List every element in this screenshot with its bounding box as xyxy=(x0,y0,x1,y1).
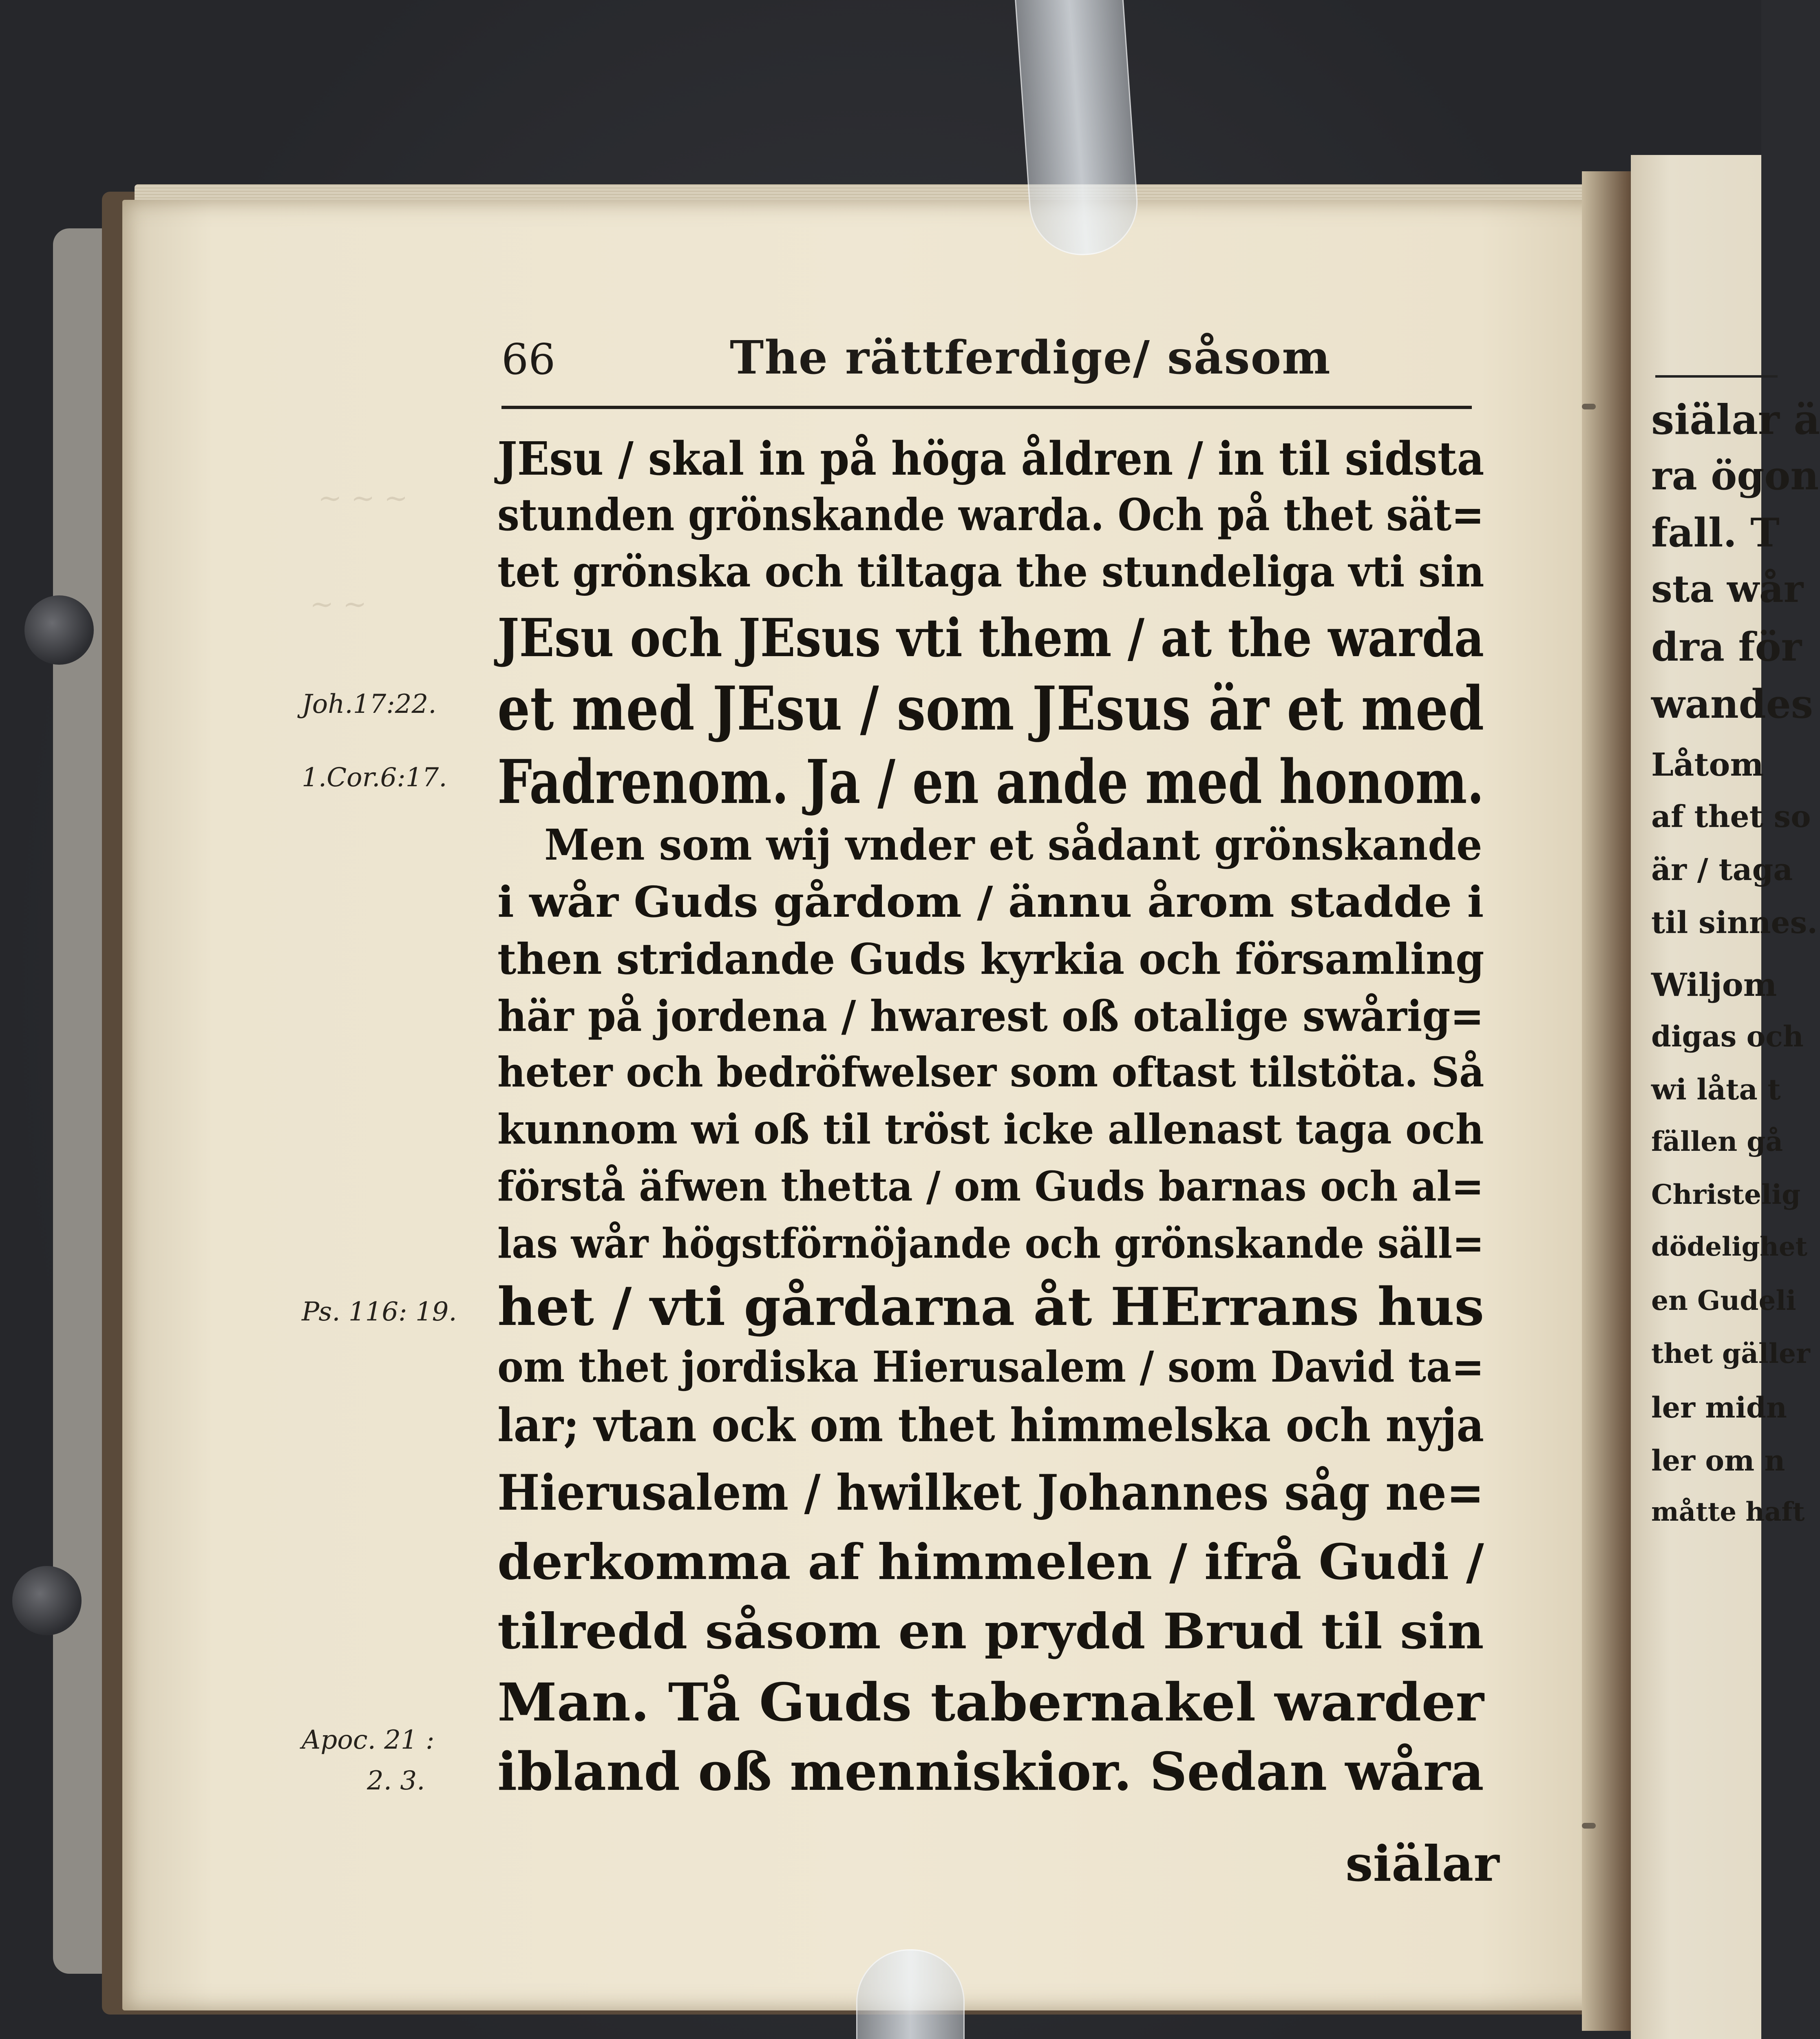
page-clip-top xyxy=(1014,0,1141,259)
text-line: Hierusalem / hwilket Johannes såg ne= xyxy=(497,1464,1484,1522)
bleed-through-text: ~ ~ xyxy=(310,587,367,621)
text-line: Man. Tå Guds tabernakel warder xyxy=(497,1672,1484,1733)
text-line: här på jordena / hwarest oß otalige swårig= xyxy=(497,991,1484,1041)
text-line: then stridande Guds kyrkia och församling xyxy=(497,934,1484,984)
text-line: tilredd såsom en prydd Brud til sin xyxy=(497,1603,1484,1660)
facing-page-line: thet gäller xyxy=(1651,1338,1810,1369)
page-stack-top xyxy=(135,184,1610,201)
text-line: JEsu och JEsus vti them / at the warda xyxy=(497,608,1484,669)
text-line: stunden grönskande warda. Och på thet sät= xyxy=(497,489,1484,541)
facing-page xyxy=(1631,155,1820,2039)
header-rule xyxy=(501,406,1472,409)
text-line: lar; vtan ock om thet himmelska och nyja xyxy=(497,1399,1484,1452)
page-header xyxy=(501,331,1472,387)
facing-page-rule xyxy=(1655,375,1778,378)
scanner-knob xyxy=(12,1566,82,1635)
text-line: förstå äfwen thetta / om Guds barnas och al= xyxy=(497,1162,1484,1210)
margin-note-apoc: Apoc. 21 : xyxy=(302,1725,435,1755)
facing-page-line: af thet so xyxy=(1651,799,1811,834)
facing-page-line: en Gudeli xyxy=(1651,1285,1796,1316)
text-line: et med JEsu / som JEsus är et med xyxy=(497,673,1484,744)
facing-page-line: dra för xyxy=(1651,624,1802,670)
edge-mark xyxy=(1582,404,1596,409)
facing-page-line: ra ögon xyxy=(1651,453,1819,499)
facing-page-line: Wiljom xyxy=(1651,966,1777,1004)
facing-page-line: digas och xyxy=(1651,1020,1804,1053)
facing-page-line: wi låta t xyxy=(1651,1073,1781,1106)
scanner-knob xyxy=(24,595,94,665)
margin-note-ps: Ps. 116: 19. xyxy=(302,1297,457,1327)
margin-note-apoc-verses: 2. 3. xyxy=(367,1766,425,1796)
text-line: las wår högstförnöjande och grönskande säll= xyxy=(497,1219,1484,1267)
text-line: derkomma af himmelen / ifrå Gudi / xyxy=(497,1533,1484,1591)
text-line: i wår Guds gårdom / ännu årom stadde i xyxy=(497,877,1484,927)
bleed-through-text: ~ ~ ~ xyxy=(318,481,408,515)
facing-page-line: Låtom xyxy=(1651,746,1764,783)
facing-page-line: är / taga xyxy=(1651,852,1793,887)
facing-page-line: dödelighet xyxy=(1651,1232,1808,1262)
facing-page-line: wandes xyxy=(1651,681,1813,727)
text-line: heter och bedröfwelser som oftast tilstöta. Så xyxy=(497,1048,1484,1096)
running-head: The rättferdige/ såsom xyxy=(730,331,1331,385)
text-line: Fadrenom. Ja / en ande med honom. xyxy=(497,746,1484,817)
paragraph-start-line: Men som wij vnder et sådant grönskande xyxy=(544,820,1482,870)
facing-page-line: fall. T xyxy=(1651,510,1780,556)
facing-page-line: fällen gå xyxy=(1651,1126,1783,1157)
text-line: ibland oß menniskior. Sedan wåra xyxy=(497,1741,1484,1802)
edge-mark xyxy=(1582,1823,1596,1829)
text-line: het / vti gårdarna åt HErrans hus xyxy=(497,1276,1484,1338)
text-line: om thet jordiska Hierusalem / som David ta= xyxy=(497,1342,1484,1392)
text-line: JEsu / skal in på höga åldren / in til sidsta xyxy=(497,432,1484,486)
text-line: tet grönska och tiltaga the stundeliga vti sin xyxy=(497,546,1484,597)
catchword: siälar xyxy=(1345,1835,1500,1893)
margin-note-joh: Joh.17:22. xyxy=(302,689,437,719)
facing-page-line: siälar ä xyxy=(1651,396,1820,444)
margin-note-cor: 1.Cor.6:17. xyxy=(302,763,447,793)
text-line: kunnom wi oß til tröst icke allenast taga och xyxy=(497,1105,1484,1153)
facing-page-line: sta wår xyxy=(1651,567,1804,611)
facing-page-line: Christelig xyxy=(1651,1179,1801,1210)
page-number: 66 xyxy=(501,334,556,384)
facing-page-line: måtte haft xyxy=(1651,1497,1805,1527)
facing-page-line: ler midn xyxy=(1651,1391,1787,1424)
facing-page-line: til sinnes. xyxy=(1651,905,1818,940)
facing-page-line: ler om n xyxy=(1651,1444,1785,1477)
